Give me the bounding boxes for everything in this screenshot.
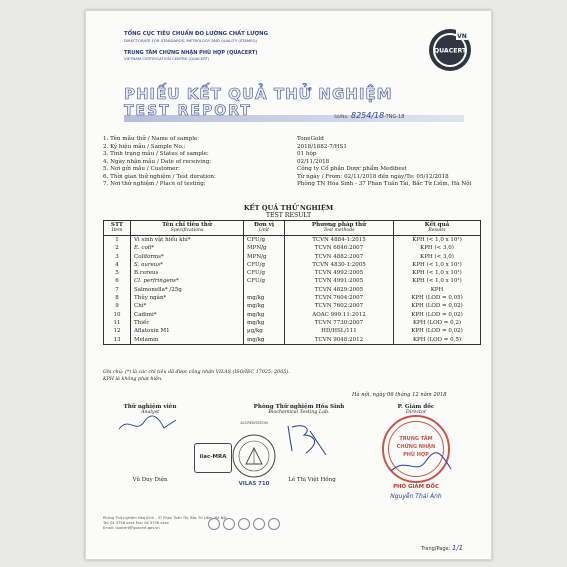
stamp-line: PHÙ HỢP — [403, 452, 429, 458]
quacert-logo — [426, 26, 474, 74]
cell-unit — [244, 286, 285, 294]
cert-badge-icon — [223, 518, 235, 530]
cell-result: KPH (LOD = 0,02) — [394, 302, 481, 310]
col-header-method: Phương pháp thử Test methods — [285, 221, 394, 236]
table-row — [104, 261, 481, 269]
cert-badge-icon — [253, 518, 265, 530]
cell-result: KPH (< 1,0 x 10¹) — [394, 277, 481, 285]
cell-unit: mg/kg — [244, 302, 285, 310]
analyst-signature — [114, 414, 184, 436]
analyst-label: Thử nghiệm viên — [123, 404, 177, 410]
table-header-row — [104, 221, 481, 236]
cell-result: KPH (LOD = 0,5) — [394, 336, 481, 345]
page-number: Trang/Page: 1/1 — [421, 544, 464, 552]
cell-method: TCVN 7730:2007 — [285, 319, 394, 327]
cell-spec: Thủy ngân* — [131, 294, 244, 302]
cell-unit: mg/kg — [244, 311, 285, 319]
footer-certification-icons — [208, 518, 280, 530]
stamp-line: TRUNG TÂM — [399, 436, 433, 442]
centre-name-en: VIETNAM CERTIFICATION CENTRE (QUACERT) — [124, 56, 210, 61]
cell-unit: CFU/g — [244, 236, 285, 245]
cell-unit: CFU/g — [244, 277, 285, 285]
note-line: Ghi chú: (*) là các chỉ tiêu đã được công nhận VILAS (ISO/IEC 17025: 2005). — [103, 370, 290, 375]
table-row — [104, 277, 481, 285]
cert-badge-icon — [208, 518, 220, 530]
cell-spec: Melamin — [131, 336, 244, 345]
report-title-en: TEST REPORT — [124, 103, 252, 119]
lab-label-en: Biochemical Testing Lab. — [268, 410, 330, 415]
table-row — [104, 336, 481, 345]
cell-result: KPH (LOD = 0,2) — [394, 319, 481, 327]
logo-text: QUACERT — [433, 47, 467, 55]
cell-item: 9 — [104, 302, 131, 310]
cell-unit: CFU/g — [244, 261, 285, 269]
director-signature — [386, 451, 456, 481]
cell-method: TCVN 9048:2012 — [285, 336, 394, 345]
cell-spec: Thiếc — [131, 319, 244, 327]
cell-spec: Aflatoxin M1 — [131, 327, 244, 335]
ilac-text: ilac-MRA — [199, 454, 227, 460]
cell-method: TCVN 7602:2007 — [285, 302, 394, 310]
report-number-value: 8254/18 — [351, 111, 385, 120]
lab-name: Lê Thị Việt Hồng — [288, 477, 336, 483]
director-block — [376, 404, 456, 415]
issue-date: Hà nội, ngày 06 tháng 12 năm 2018 — [352, 392, 447, 398]
cell-item: 4 — [104, 261, 131, 269]
cell-spec: Vi sinh vật hiếu khí* — [131, 236, 244, 245]
cell-item: 12 — [104, 327, 131, 335]
result-title-en: TEST RESULT — [265, 212, 312, 219]
notes — [103, 369, 483, 383]
vilas-label: VILAS 710 — [238, 481, 270, 487]
cell-spec: S. aureus* — [131, 261, 244, 269]
lab-label: Phòng Thử nghiệm Hóa Sinh — [253, 404, 345, 410]
col-header-result: Kết quả Results — [394, 221, 481, 236]
cell-method: TCVN 4882:2007 — [285, 253, 394, 261]
cell-method: TCVN 4829:2005 — [285, 286, 394, 294]
note-line: KPH là không phát hiện. — [103, 377, 163, 382]
director-title-stamp: PHÓ GIÁM ĐỐC — [393, 484, 439, 490]
col-header-unit: Đơn vị Unit — [244, 221, 285, 236]
cell-unit: mg/kg — [244, 336, 285, 345]
cell-item: 13 — [104, 336, 131, 345]
table-row — [104, 236, 481, 245]
cell-spec: Coliforms* — [131, 253, 244, 261]
table-row — [104, 269, 481, 277]
cell-result: KPH (< 3,0) — [394, 244, 481, 252]
lab-block — [244, 404, 354, 415]
stamp-line: CHỨNG NHẬN — [396, 444, 436, 450]
cert-badge-icon — [268, 518, 280, 530]
org-name-en: DIRECTORATE FOR STANDARDS, METROLOGY AND QUALITY (STAMEQ) — [124, 38, 258, 43]
result-title-vi: KẾT QUẢ THỬ NGHIỆM — [243, 204, 334, 212]
report-number — [334, 111, 404, 120]
table-row — [104, 294, 481, 302]
cell-spec: Cl. perfringens* — [131, 277, 244, 285]
cell-result: KPH (< 1,0 x 10¹) — [394, 269, 481, 277]
table-row — [104, 327, 481, 335]
org-name-vi: TỔNG CỤC TIÊU CHUẨN ĐO LƯỜNG CHẤT LƯỢNG — [124, 31, 268, 37]
cell-result: KPH — [394, 286, 481, 294]
test-report-paper: TỔNG CỤC TIÊU CHUẨN ĐO LƯỜNG CHẤT LƯỢNG DIRECTORATE FOR STANDARDS, METROLOGY AND QUALITY (STAMEQ) TRUNG TÂM CHỨNG NHẬN PHÙ HỢP (QUACERT) VIETNAM CERTIFICATION CENTRE (QUACERT) VN QUACERT PHIẾU KẾT QUẢ THỬ NGHIỆM TEST REPORT Số/No: 8254/18-TNG-18 1. Tên mẫu thử / Name of sample: ToneGold 2. Ký hiệu mẫu / Sample No.: 2018/1882-7/HS1 3. Tình trạng mẫu / Status of sample: 01 hộp 4. Ngày nhận mẫu / Date of receiving: 02/11/2018 5. Nơi gửi mẫu / Customer: Công ty Cổ phần Dược phẩm Medibest 6. Thời gian thử nghiệm / Test duration: Từ ngày / From: 02/11/2018 đến ngày/To: 05/12/2018 7. Nơi thử nghiệm / Place of testing: Phòng TN Hóa Sinh - 37 Phan Tuấn Tài, Bắc Từ Liêm, Hà Nội KẾT QUẢ THỬ NGHIỆM TEST RESULT STT Item Tên chỉ tiêu thử Specifications Đơn vị Unit Phương pháp thử Test methods Kết quả Results 1 Vi sinh vật hiếu khí* CFU/g TCVN 4884-1:2015 KPH (< 1,0 x 10¹) 2 E. coli* MPN/g TCVN 6846:2007 KPH (< 3,0) 3 Coliforms* MPN/g TCVN 4882:2007 KPH (< 3,0) 4 S. aureus* CFU/g TCVN 4830-1:2005 KPH (< 1,0 x 10¹) 5 B.cereus CFU/g TCVN 4992:2005 KPH (< 1,0 x 10¹) 6 Cl. perfringens* CFU/g TCVN 4991:2005 KPH (< 1,0 x 10¹) 7 Salmonella* /25g TCVN 4829:2005 KPH 8 Thủy ngân* mg/kg TCVN 7604:2007 KPH (LOD = 0,05) 9 Chì* mg/kg TCVN 7602:2007 KPH (LOD = 0,02) 10 Cadimi* mg/kg AOAC 999.11:2012 KPH (LOD = 0,02) 11 Thiếc mg/kg TCVN 7730:2007 KPH (LOD = 0,2) 12 Aflatoxin M1 µg/kg HD/HSL/111 KPH (LOD = 0,02) 13 Melamin mg/kg TCVN 9048:2012 KPH (LOD = 0,5) Ghi chú: (*) là các chỉ tiêu đã được công nhận VILAS (ISO/IEC 17025: 2005). KPH là không phát hiện. Hà nội, ngày 06 tháng 12 năm 2018 Thử nghiệm viên Analyst Vũ Duy Diện ilac-MRA ACCREDITATION VILAS 710 Phòng Thử nghiệm Hóa Sinh Biochemical Testing Lab. Lê Thị Việt Hồng P. Giám đốc Director TRUNG TÂM CHỨNG NHẬN PHÙ HỢP PHÓ GIÁM ĐỐC Nguyễn Thái Ánh Phòng Thử nghiệm Hóa Sinh - 37 Phan Tuấn Tài, Bắc Từ Liêm, Hà Nội Tel: 04 3756 xxxx Fax: 04 3756 xxxx Email: quacert@quacert.gov.vn Trang/Page: 1/1 — [85, 10, 492, 560]
cert-badge-icon — [238, 518, 250, 530]
cell-item: 3 — [104, 253, 131, 261]
cell-item: 10 — [104, 311, 131, 319]
report-number-label: Số/No: — [334, 115, 349, 120]
cell-method: TCVN 4992:2005 — [285, 269, 394, 277]
director-label-en: Director — [405, 410, 427, 415]
cell-spec: B.cereus — [131, 269, 244, 277]
table-row — [104, 253, 481, 261]
logo-vn-mark: VN — [457, 33, 467, 40]
table-row — [104, 286, 481, 294]
footer-contact: Phòng Thử nghiệm Hóa Sinh - 37 Phan Tuấn Tài, Bắc Từ Liêm, Hà Nội Tel: 04 3756 xxxx Fax: 04 3756 xxxx Email: quacert@quacert.gov.vn — [103, 516, 227, 530]
cell-result: KPH (< 1,0 x 10¹) — [394, 236, 481, 245]
accreditation-text: ACCREDITATION — [240, 421, 268, 425]
cell-unit: mg/kg — [244, 294, 285, 302]
cell-spec: E. coli* — [131, 244, 244, 252]
cell-item: 6 — [104, 277, 131, 285]
col-header-spec: Tên chỉ tiêu thử Specifications — [131, 221, 244, 236]
vilas-accreditation-mark — [231, 433, 277, 479]
analyst-label-en: Analyst — [140, 410, 160, 415]
cell-method: TCVN 7604:2007 — [285, 294, 394, 302]
cell-method: TCVN 6846:2007 — [285, 244, 394, 252]
table-row — [104, 244, 481, 252]
cell-unit: CFU/g — [244, 269, 285, 277]
cell-result: KPH (LOD = 0,02) — [394, 327, 481, 335]
cell-result: KPH (LOD = 0,05) — [394, 294, 481, 302]
cell-item: 7 — [104, 286, 131, 294]
cell-unit: µg/kg — [244, 327, 285, 335]
table-row — [104, 311, 481, 319]
table-row — [104, 319, 481, 327]
director-label: P. Giám đốc — [397, 404, 435, 410]
cell-result: KPH (< 1,0 x 10¹) — [394, 261, 481, 269]
cell-item: 11 — [104, 319, 131, 327]
analyst-name: Vũ Duy Diện — [132, 477, 168, 483]
cell-spec: Chì* — [131, 302, 244, 310]
cell-method: TCVN 4884-1:2015 — [285, 236, 394, 245]
cell-spec: Salmonella* /25g — [131, 286, 244, 294]
cell-item: 1 — [104, 236, 131, 245]
result-table — [103, 220, 481, 345]
cell-method: TCVN 4830-1:2005 — [285, 261, 394, 269]
cell-unit: MPN/g — [244, 253, 285, 261]
lab-signature — [282, 421, 332, 461]
cell-item: 8 — [104, 294, 131, 302]
cell-unit: MPN/g — [244, 244, 285, 252]
table-row — [104, 302, 481, 310]
col-header-item: STT Item — [104, 221, 131, 236]
cell-item: 5 — [104, 269, 131, 277]
report-number-suffix: -TNG-18 — [384, 114, 405, 120]
cell-spec: Cadimi* — [131, 311, 244, 319]
ilac-mra-mark — [194, 443, 232, 473]
cell-unit: mg/kg — [244, 319, 285, 327]
report-title-vi: PHIẾU KẾT QUẢ THỬ NGHIỆM — [124, 85, 393, 103]
cell-result: KPH (< 3,0) — [394, 253, 481, 261]
cell-method: HD/HSL/111 — [285, 327, 394, 335]
cell-method: AOAC 999.11:2012 — [285, 311, 394, 319]
cell-item: 2 — [104, 244, 131, 252]
director-name: Nguyễn Thái Ánh — [390, 493, 442, 500]
cell-result: KPH (LOD = 0,02) — [394, 311, 481, 319]
centre-name-vi: TRUNG TÂM CHỨNG NHẬN PHÙ HỢP (QUACERT) — [124, 50, 258, 56]
cell-method: TCVN 4991:2005 — [285, 277, 394, 285]
